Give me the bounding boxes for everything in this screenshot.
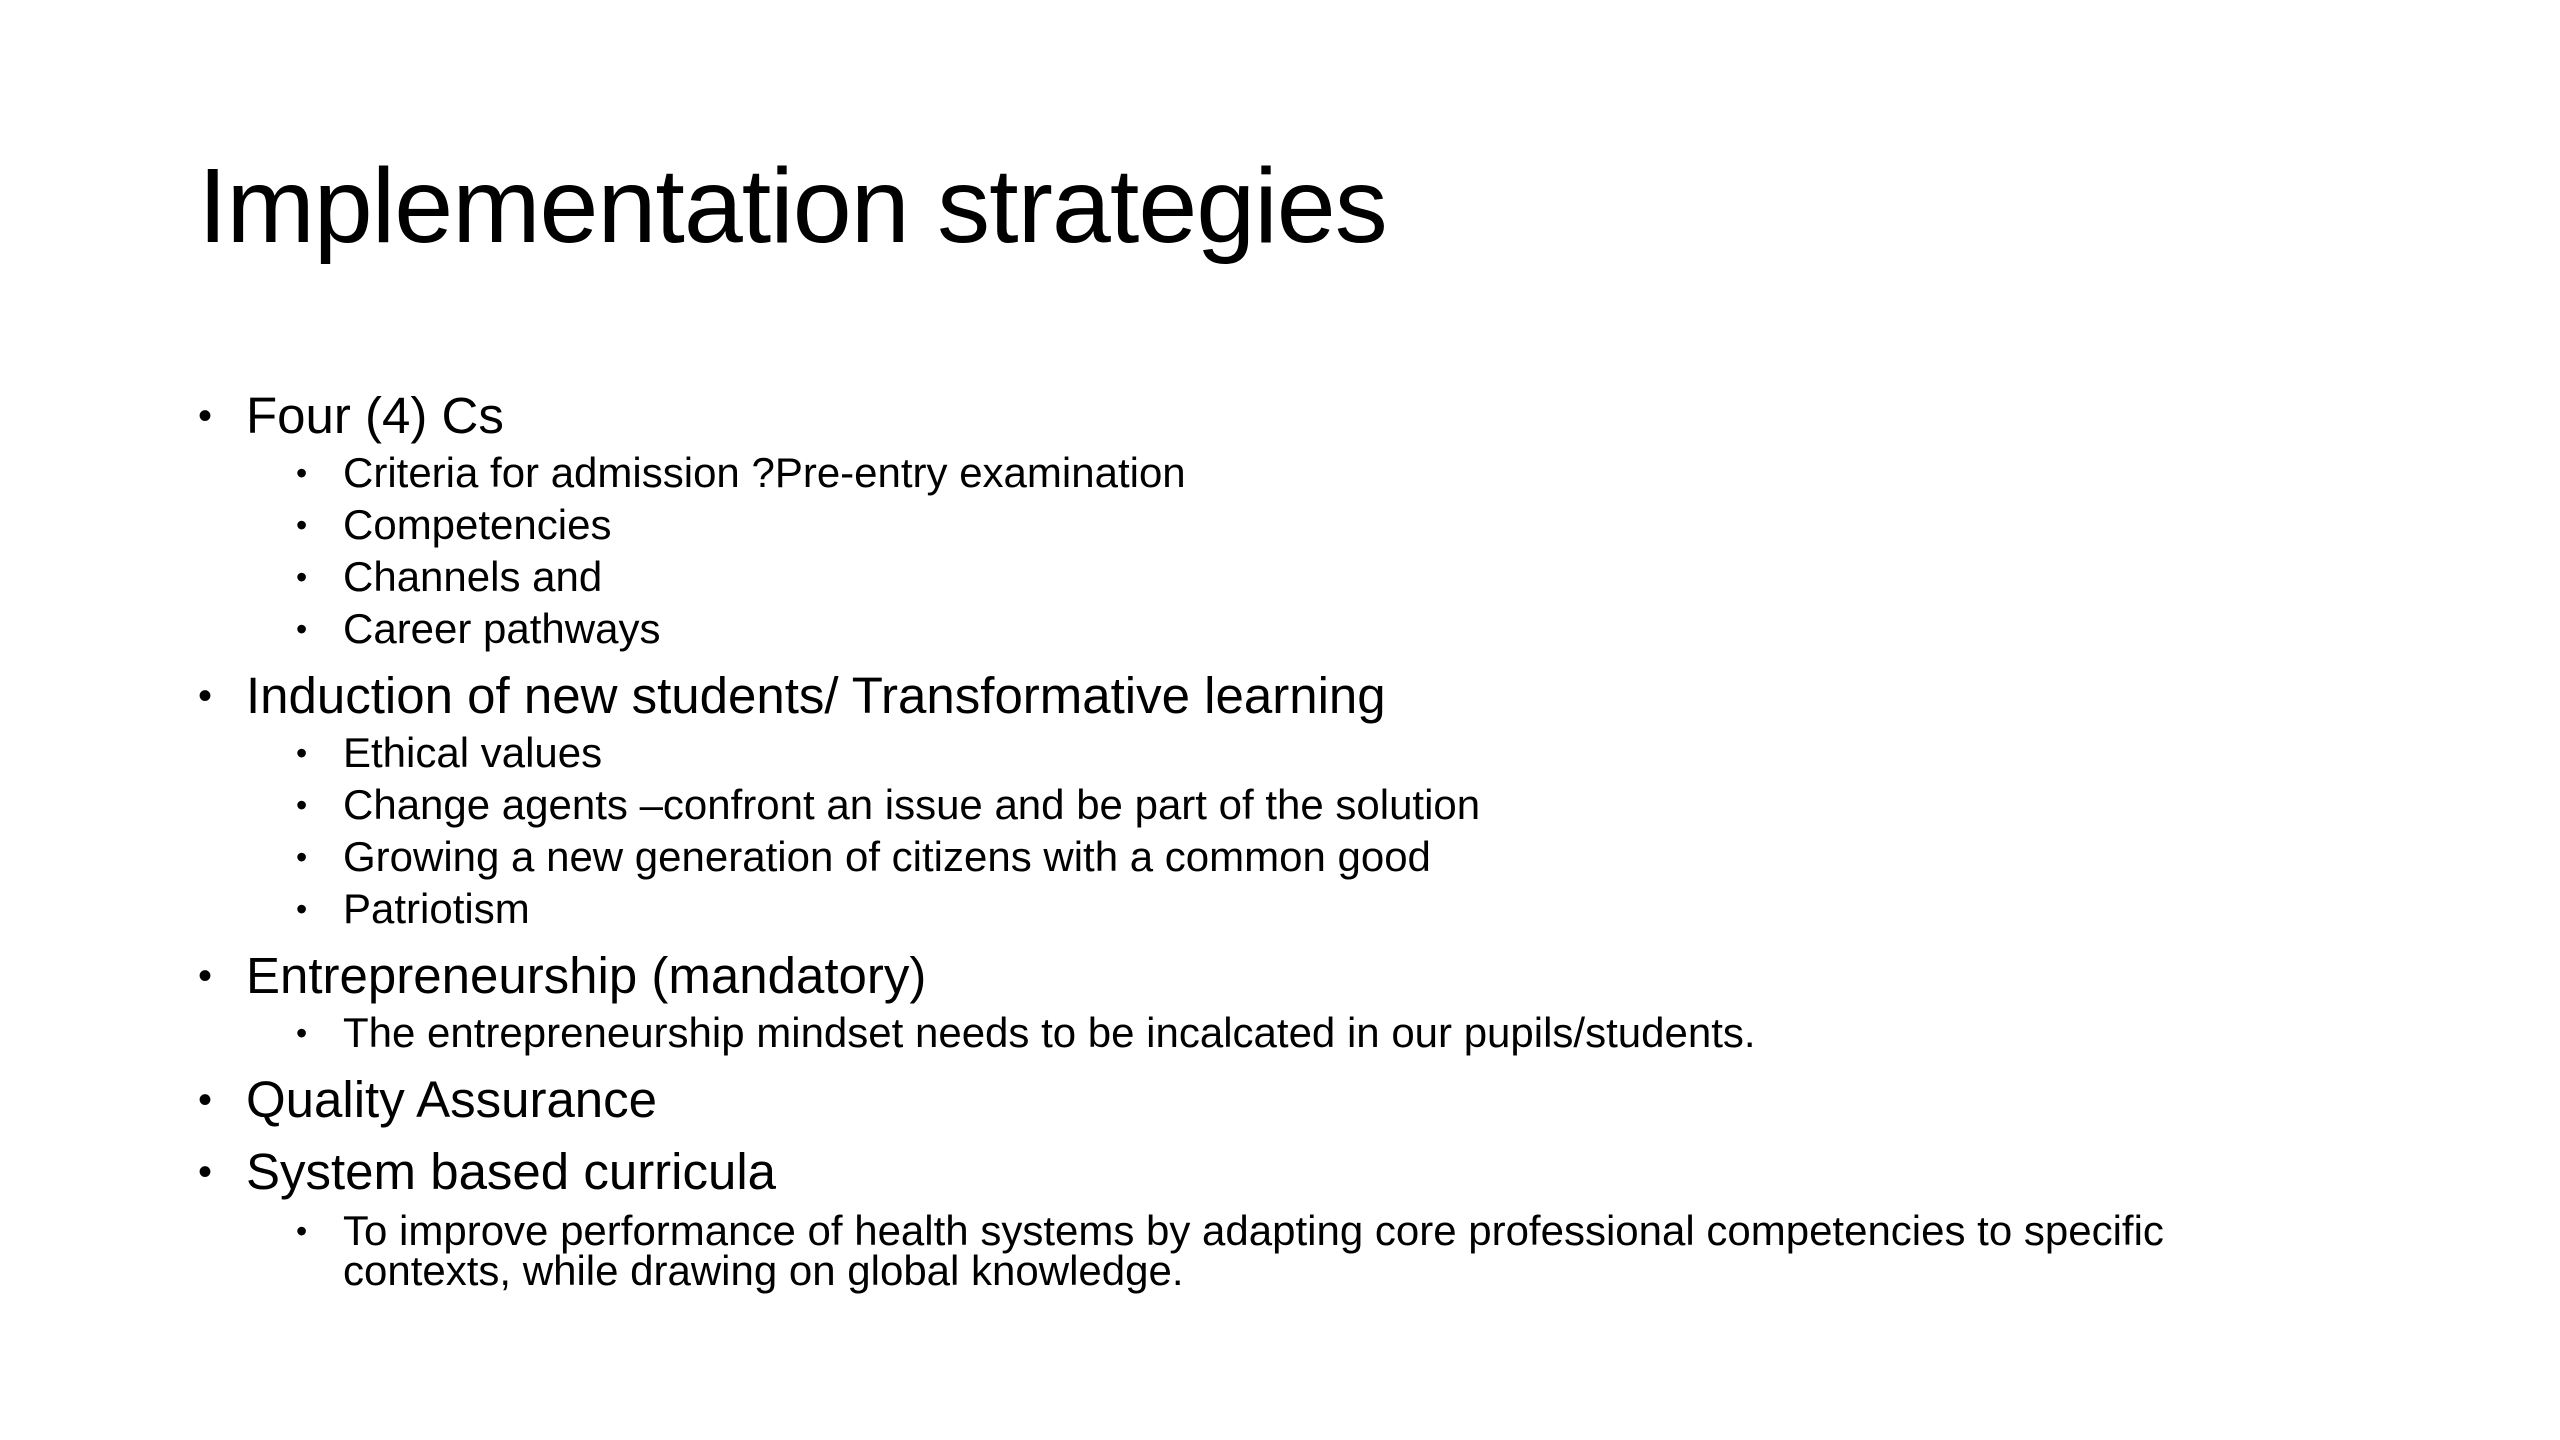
- bullet-icon: •: [296, 787, 308, 823]
- sub-bullet-text: Ethical values: [343, 729, 603, 776]
- sub-bullet-text: Criteria for admission ?Pre-entry examination: [343, 449, 1186, 496]
- bullet-text: Entrepreneurship (mandatory): [246, 947, 927, 1004]
- sub-bullet-text: Change agents –confront an issue and be part of the solution: [343, 781, 1481, 828]
- bullet-text: Quality Assurance: [246, 1071, 658, 1128]
- sub-bullet-item: [296, 831, 2348, 883]
- bullet-list: [198, 385, 2348, 1294]
- bullet-item-induction: [198, 665, 2348, 727]
- bullet-icon: •: [296, 1015, 308, 1051]
- bullet-text: Induction of new students/ Transformative learning: [246, 667, 1386, 724]
- bullet-item-quality-assurance: [198, 1069, 2348, 1131]
- sub-bullet-item: [296, 551, 2348, 603]
- sub-bullet-text: To improve performance of health systems by adapting core professional competencies to specific contexts, while drawing on global knowledge.: [343, 1207, 2164, 1294]
- bullet-icon: •: [296, 1213, 308, 1249]
- bullet-icon: •: [296, 455, 308, 491]
- sub-bullet-text: Career pathways: [343, 605, 661, 652]
- bullet-icon: •: [296, 507, 308, 543]
- sub-bullet-item: [296, 727, 2348, 779]
- sub-bullet-item: [296, 1007, 2348, 1059]
- sub-bullet-item: [296, 447, 2348, 499]
- sub-bullet-item: [296, 779, 2348, 831]
- bullet-item-four-cs: [198, 385, 2348, 447]
- slide-title: Implementation strategies: [198, 147, 1387, 265]
- sub-bullet-text: Growing a new generation of citizens with a common good: [343, 833, 1431, 880]
- bullet-item-entrepreneurship: [198, 945, 2348, 1007]
- bullet-icon: •: [296, 839, 308, 875]
- bullet-text: Four (4) Cs: [246, 387, 504, 444]
- bullet-icon: •: [198, 1150, 213, 1194]
- sub-bullet-item: [296, 499, 2348, 551]
- sub-bullet-text: Channels and: [343, 553, 603, 600]
- sub-bullet-text: Competencies: [343, 501, 612, 548]
- sub-bullet-text: The entrepreneurship mindset needs to be incalcated in our pupils/students.: [343, 1009, 1756, 1056]
- bullet-icon: •: [296, 735, 308, 771]
- bullet-icon: •: [296, 611, 308, 647]
- sub-bullet-item: [296, 1207, 2343, 1294]
- sub-bullet-text: Patriotism: [343, 885, 530, 932]
- bullet-icon: •: [198, 1078, 213, 1122]
- bullet-text: System based curricula: [246, 1143, 777, 1200]
- bullet-icon: •: [296, 559, 308, 595]
- bullet-icon: •: [198, 954, 213, 998]
- sub-bullet-item: [296, 603, 2348, 655]
- bullet-icon: •: [296, 891, 308, 927]
- sub-bullet-item: [296, 883, 2348, 935]
- bullet-item-system-curricula: [198, 1141, 2348, 1203]
- bullet-icon: •: [198, 394, 213, 438]
- bullet-icon: •: [198, 674, 213, 718]
